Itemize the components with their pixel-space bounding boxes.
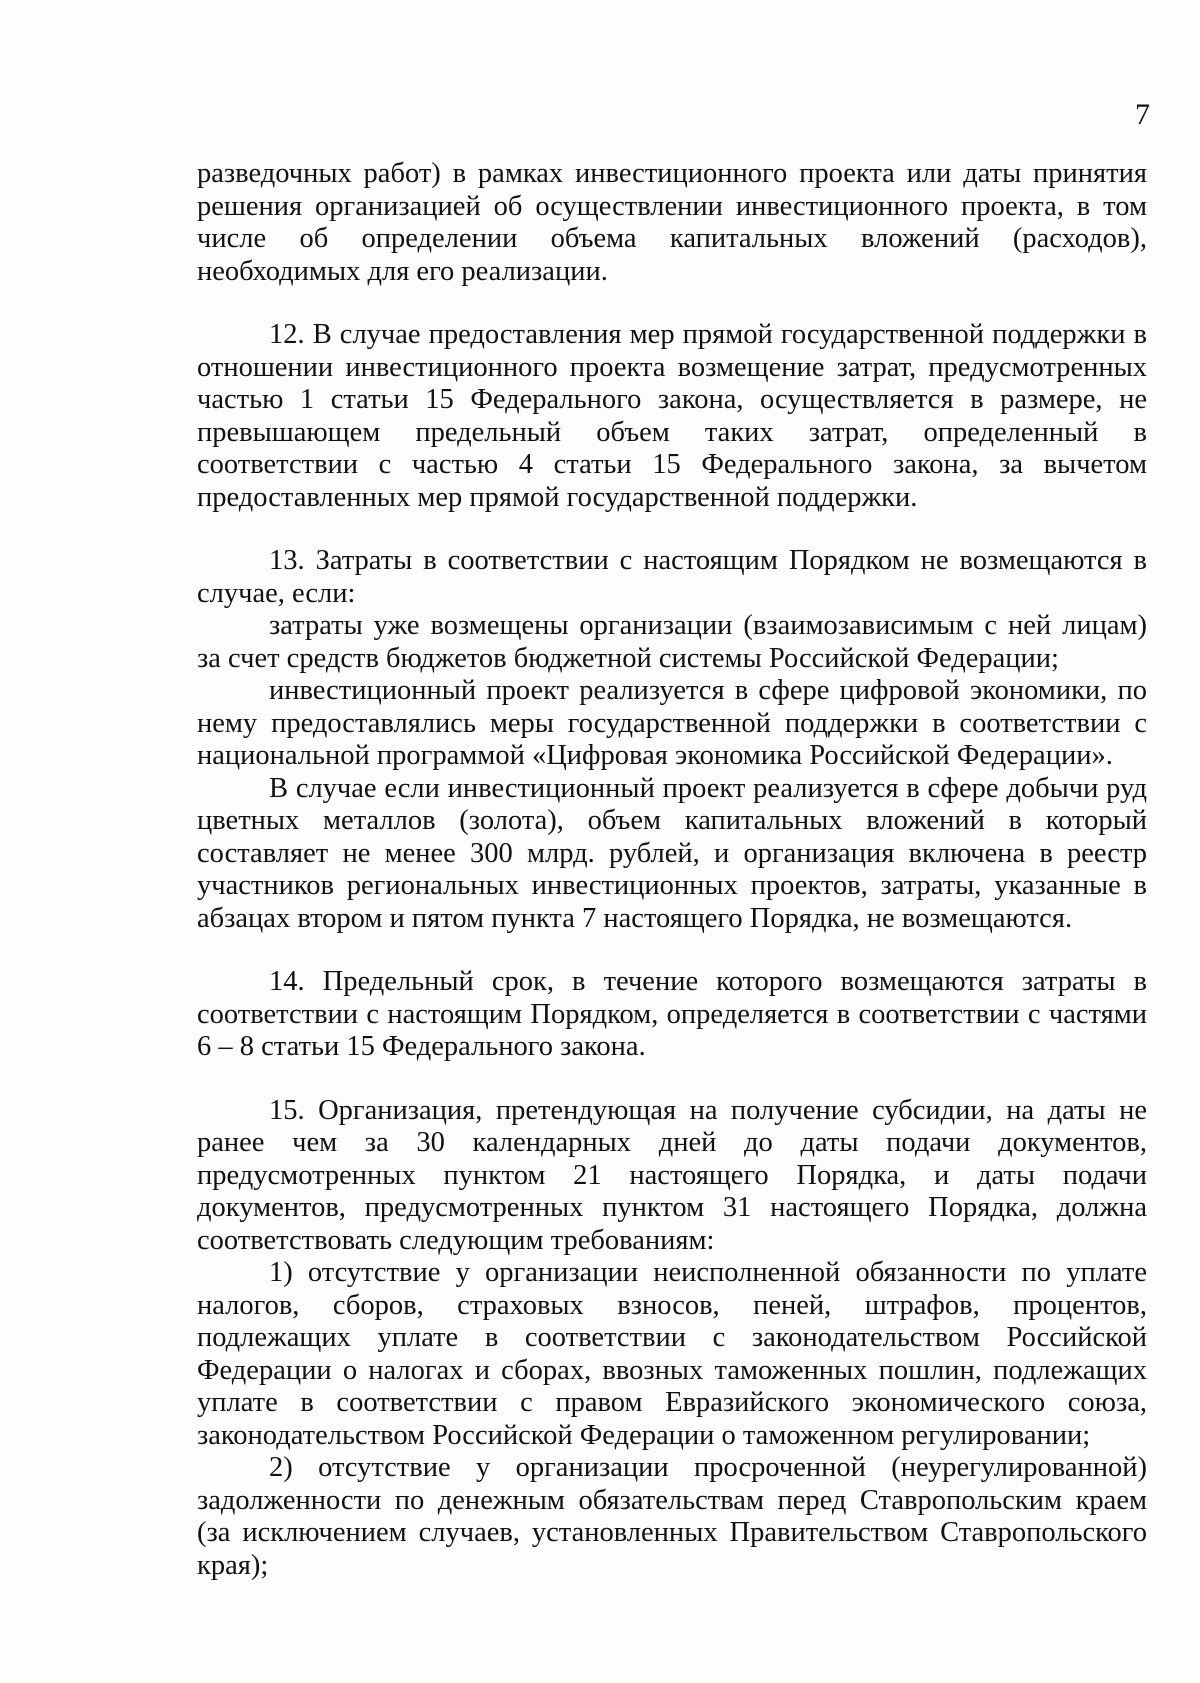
clause-15-requirement-2: 2) отсутствие у организации просроченной (неурегулированной) задолженности по денежным обязательствам перед Ставропольским краем (за исключением случаев, установленных Правительством Ставропольского края);: [197, 1452, 1147, 1581]
clause-12: 12. В случае предоставления мер прямой государственной поддержки в отношении инвестиционного проекта возмещение затрат, предусмотренных частью 1 статьи 15 Федерального закона, осуществляется в размере, не превышающем предельный объем таких затрат, определенный в соответствии с частью 4 статьи 15 Федерального закона, за вычетом предоставленных мер прямой государственной поддержки.: [197, 319, 1147, 513]
clause-13-item-1: затраты уже возмещены организации (взаимозависимым с ней лицам) за счет средств бюджетов бюджетной системы Российской Федерации;: [197, 610, 1147, 674]
clause-14: 14. Предельный срок, в течение которого возмещаются затраты в соответствии с настоящим Порядком, определяется в соответствии с частями 6 – 8 статьи 15 Федерального закона.: [197, 966, 1147, 1062]
page-number: 7: [1135, 98, 1150, 131]
clause-13-note: В случае если инвестиционный проект реализуется в сфере добычи руд цветных металлов (золота), объем капитальных вложений в который составляет не менее 300 млрд. рублей, и организация включена в реестр участников региональных инвестиционных проектов, затраты, указанные в абзацах втором и пятом пункта 7 настоящего Порядка, не возмещаются.: [197, 772, 1147, 934]
clause-13-item-2: инвестиционный проект реализуется в сфере цифровой экономики, по нему предоставлялись меры государственной поддержки в соответствии с национальной программой «Цифровая экономика Российской Федерации».: [197, 675, 1147, 771]
paragraph-continuation: разведочных работ) в рамках инвестиционного проекта или даты принятия решения организацией об осуществлении инвестиционного проекта, в том числе об определении объема капитальных вложений (расходов), необходимых для его реализации.: [197, 158, 1147, 287]
clause-13: 13. Затраты в соответствии с настоящим Порядком не возмещаются в случае, если:: [197, 545, 1147, 609]
clause-15: 15. Организация, претендующая на получение субсидии, на даты не ранее чем за 30 календарных дней до даты подачи документов, предусмотренных пунктом 21 настоящего Порядка, и даты подачи документов, предусмотренных пунктом 31 настоящего Порядка, должна соответствовать следующим требованиям:: [197, 1094, 1147, 1256]
document-body: [197, 158, 1147, 1582]
clause-15-requirement-1: 1) отсутствие у организации неисполненной обязанности по уплате налогов, сборов, страховых взносов, пеней, штрафов, процентов, подлежащих уплате в соответствии с законодательством Российской Федерации о налогах и сборах, ввозных таможенных пошлин, подлежащих уплате в соответствии с правом Евразийского экономического союза, законодательством Российской Федерации о таможенном регулировании;: [197, 1257, 1147, 1451]
